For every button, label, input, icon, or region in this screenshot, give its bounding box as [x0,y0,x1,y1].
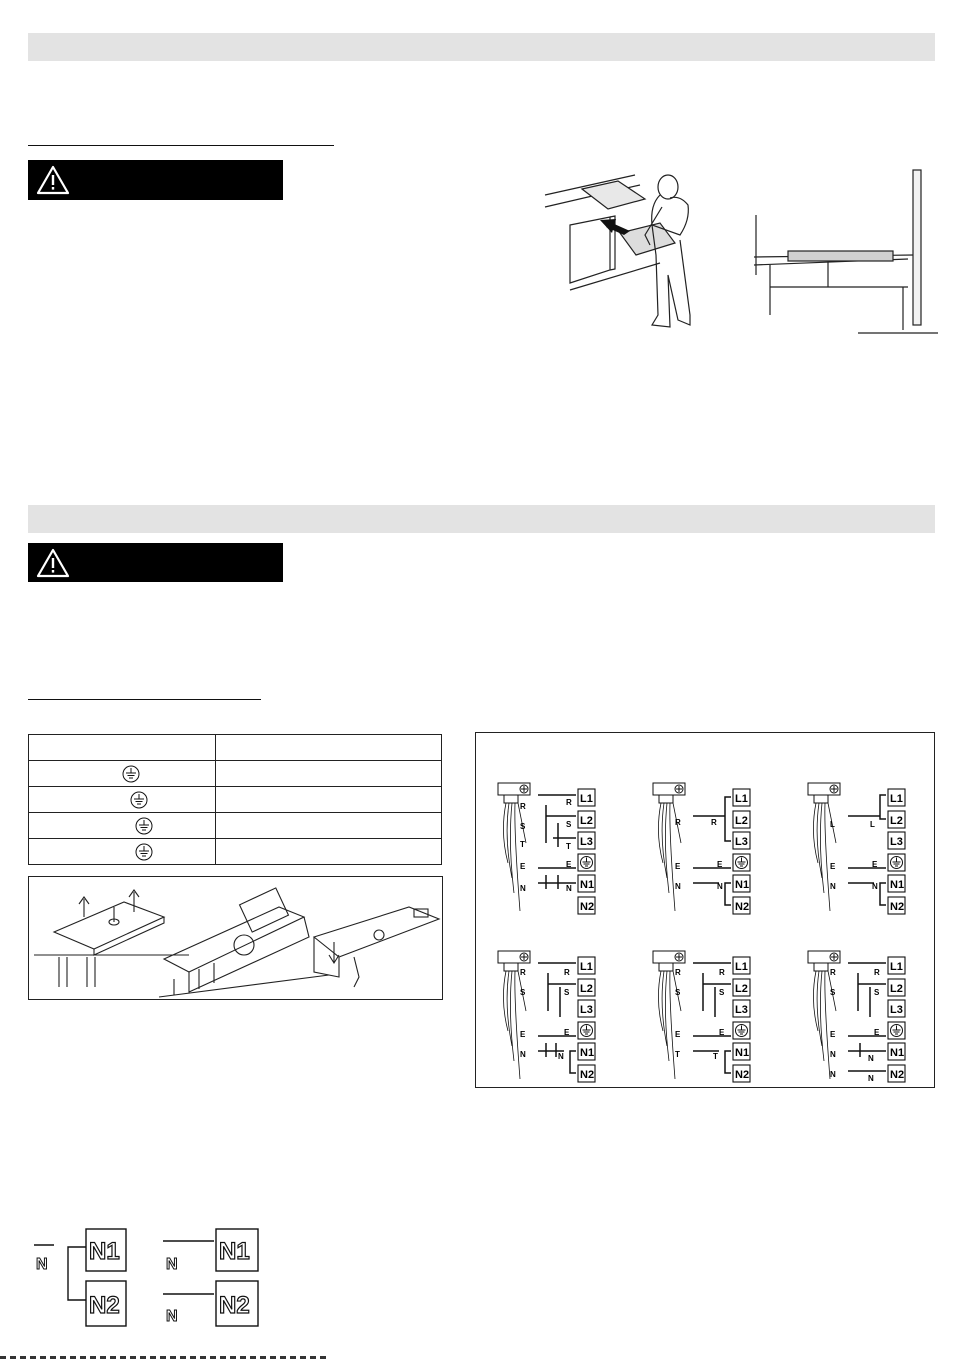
page-edge-artifact [0,1356,330,1359]
table-header-cell [216,735,442,761]
svg-text:N1: N1 [890,1047,905,1059]
svg-text:S: S [520,822,526,831]
table-row [29,813,442,839]
svg-text:N2: N2 [735,901,750,913]
wiring-diagram-1 [498,783,595,914]
terminal-n1-label: N1 [89,1238,120,1265]
svg-text:L: L [870,820,875,829]
svg-text:L3: L3 [735,836,748,848]
svg-text:S: S [564,988,570,997]
svg-text:N: N [830,1070,836,1079]
svg-text:L1: L1 [735,961,748,973]
svg-text:L3: L3 [735,1004,748,1016]
wire-label: N [36,1256,48,1273]
table-row [29,839,442,865]
svg-text:L1: L1 [580,961,593,973]
table-cell [216,813,442,839]
connection-table [28,734,442,865]
svg-text:E: E [520,1030,526,1039]
svg-text:R: R [675,818,681,827]
svg-text:L3: L3 [890,836,903,848]
wire-label: N [166,1308,178,1325]
svg-text:E: E [874,1028,880,1037]
svg-text:E: E [564,1028,570,1037]
earth-icon [122,765,140,783]
table-row [29,787,442,813]
svg-text:N: N [520,1050,526,1059]
wiring-diagrams-panel [475,732,935,1088]
svg-text:L1: L1 [890,793,903,805]
svg-text:N: N [868,1074,874,1083]
svg-text:S: S [874,988,880,997]
warning-box-1 [28,160,283,200]
svg-text:L3: L3 [580,1004,593,1016]
terminal-n1-label: N1 [219,1238,250,1265]
svg-text:S: S [566,820,572,829]
table-cell [216,839,442,865]
svg-text:T: T [520,840,525,849]
svg-text:R: R [874,968,880,977]
svg-text:L1: L1 [890,961,903,973]
svg-text:E: E [719,1028,725,1037]
terminal-n2-label: N2 [89,1292,120,1319]
svg-text:L2: L2 [890,815,903,827]
svg-text:L3: L3 [890,1004,903,1016]
svg-text:R: R [520,968,526,977]
svg-text:N1: N1 [735,1047,750,1059]
svg-text:N: N [566,884,572,893]
table-header-cell [29,735,216,761]
side-view-illustration [748,165,938,340]
svg-text:L2: L2 [580,983,593,995]
svg-text:N2: N2 [735,1069,750,1081]
svg-text:N: N [520,884,526,893]
svg-text:N2: N2 [890,901,905,913]
neutral-bridge-diagram [28,1225,268,1335]
svg-text:N2: N2 [580,1069,595,1081]
wiring-diagram-2 [653,783,750,914]
installation-illustration [540,165,740,340]
svg-text:N: N [830,882,836,891]
svg-text:R: R [675,968,681,977]
svg-text:E: E [830,862,836,871]
svg-text:R: R [830,968,836,977]
svg-text:E: E [717,860,723,869]
svg-text:T: T [566,842,571,851]
svg-text:T: T [675,1050,680,1059]
section-header-1 [28,33,935,61]
svg-text:L2: L2 [890,983,903,995]
table-cell [216,787,442,813]
svg-text:N2: N2 [580,901,595,913]
svg-text:L2: L2 [735,983,748,995]
svg-text:R: R [566,798,572,807]
svg-text:E: E [520,862,526,871]
svg-text:N: N [872,882,878,891]
svg-text:L1: L1 [735,793,748,805]
warning-icon [36,164,70,196]
svg-text:N: N [675,882,681,891]
warning-icon [36,547,70,579]
svg-text:L1: L1 [580,793,593,805]
svg-text:E: E [566,860,572,869]
svg-text:T: T [713,1052,718,1061]
svg-text:S: S [520,988,526,997]
svg-text:N1: N1 [890,879,905,891]
svg-text:N1: N1 [580,1047,595,1059]
earth-icon [130,791,148,809]
wiring-diagram-5 [653,951,750,1082]
svg-text:L: L [830,820,835,829]
svg-text:E: E [830,1030,836,1039]
svg-text:S: S [719,988,725,997]
wire-label: N [166,1256,178,1273]
svg-text:N1: N1 [580,879,595,891]
svg-text:E: E [872,860,878,869]
svg-text:L2: L2 [735,815,748,827]
wiring-diagram-4 [498,951,595,1082]
svg-text:L3: L3 [580,836,593,848]
svg-text:R: R [719,968,725,977]
table-row [29,761,442,787]
earth-icon [135,843,153,861]
svg-text:N: N [830,1050,836,1059]
terminal-cover-illustration [28,876,443,1000]
svg-text:S: S [830,988,836,997]
table-header-row [29,735,442,761]
svg-text:N: N [868,1054,874,1063]
subsection-rule-1 [28,145,334,146]
svg-text:N: N [558,1052,564,1061]
wiring-diagram-3 [808,783,905,914]
svg-text:S: S [675,988,681,997]
terminal-cover-drawing [29,877,442,999]
subsection-rule-2 [28,699,261,700]
svg-text:R: R [711,818,717,827]
earth-icon [135,817,153,835]
svg-text:N: N [717,882,723,891]
table-cell [216,761,442,787]
svg-text:E: E [675,1030,681,1039]
wiring-diagrams [476,733,934,1087]
svg-text:L2: L2 [580,815,593,827]
terminal-n2-label: N2 [219,1292,250,1319]
svg-text:N1: N1 [735,879,750,891]
svg-text:R: R [520,802,526,811]
svg-text:E: E [675,862,681,871]
section-header-2 [28,505,935,533]
svg-text:N2: N2 [890,1069,905,1081]
wiring-diagram-6 [808,951,905,1083]
svg-text:R: R [564,968,570,977]
warning-box-2 [28,543,283,582]
